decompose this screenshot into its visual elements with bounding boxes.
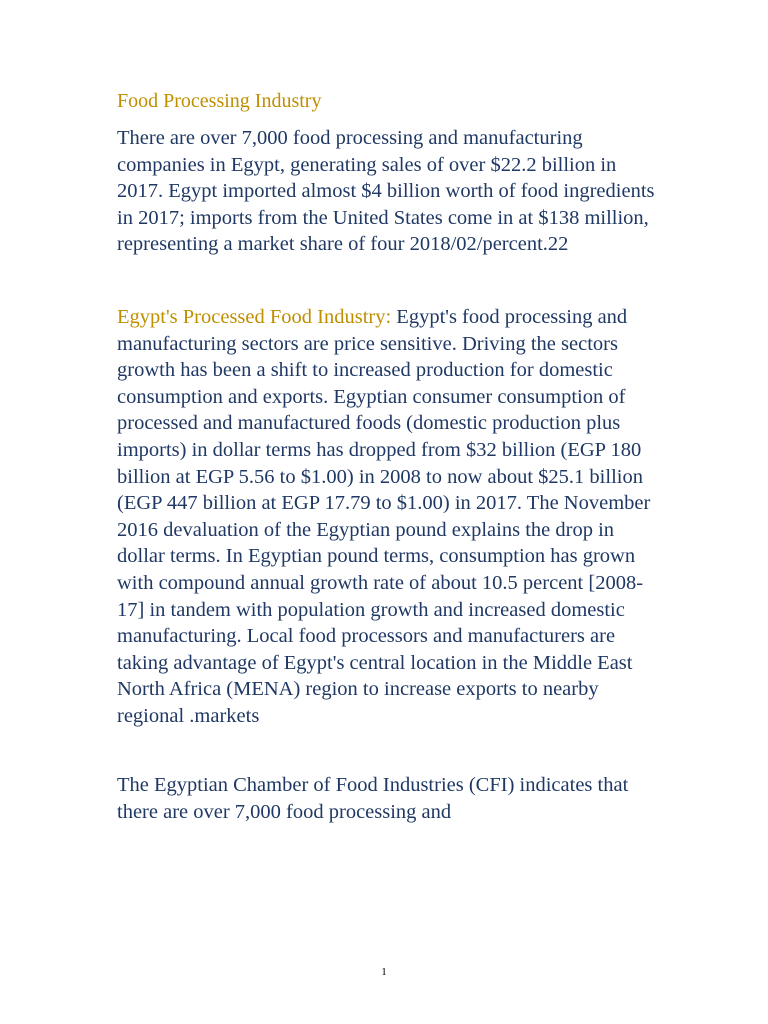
paragraph-spacer: [117, 258, 662, 304]
intro-paragraph: There are over 7,000 food processing and manufacturing companies in Egypt, generating sales of over $22.2 billion in 2017. Egypt imported almost $4 billion worth of food ingredients in 2017; imports from the United States come in at $138 million, representing a market share of four 2018/02/percent.22: [117, 127, 655, 256]
document-body: [117, 88, 662, 826]
section-label: Egypt's Processed Food Industry:: [117, 305, 392, 328]
section-paragraph-text: Egypt's food processing and manufacturing sectors are price sensitive. Driving the sectors growth has been a shift to increased production for domestic consumption and exports. Egyptian consumer consumption of processed and manufactured foods (domestic production plus imports) in dollar terms has dropped from $32 billion (EGP 180 billion at EGP 5.56 to $1.00) in 2008 to now about $25.1 billion (EGP 447 billion at EGP 17.79 to $1.00) in 2017. The November 2016 devaluation of the Egyptian pound explains the drop in dollar terms. In Egyptian pound terms, consumption has grown with compound annual growth rate of about 10.5 percent [2008-17] in tandem with population growth and increased domestic manufacturing. Local food processors and manufacturers are taking advantage of Egypt's central location in the Middle East North Africa (MENA) region to increase exports to nearby regional .markets: [117, 305, 651, 727]
document-title: Food Processing Industry: [117, 90, 322, 112]
paragraph-spacer: [117, 729, 662, 772]
section-paragraph: [117, 304, 662, 730]
closing-paragraph: The Egyptian Chamber of Food Industries (CFI) indicates that there are over 7,000 food processing and: [117, 774, 629, 824]
page-number: 1: [381, 966, 387, 978]
